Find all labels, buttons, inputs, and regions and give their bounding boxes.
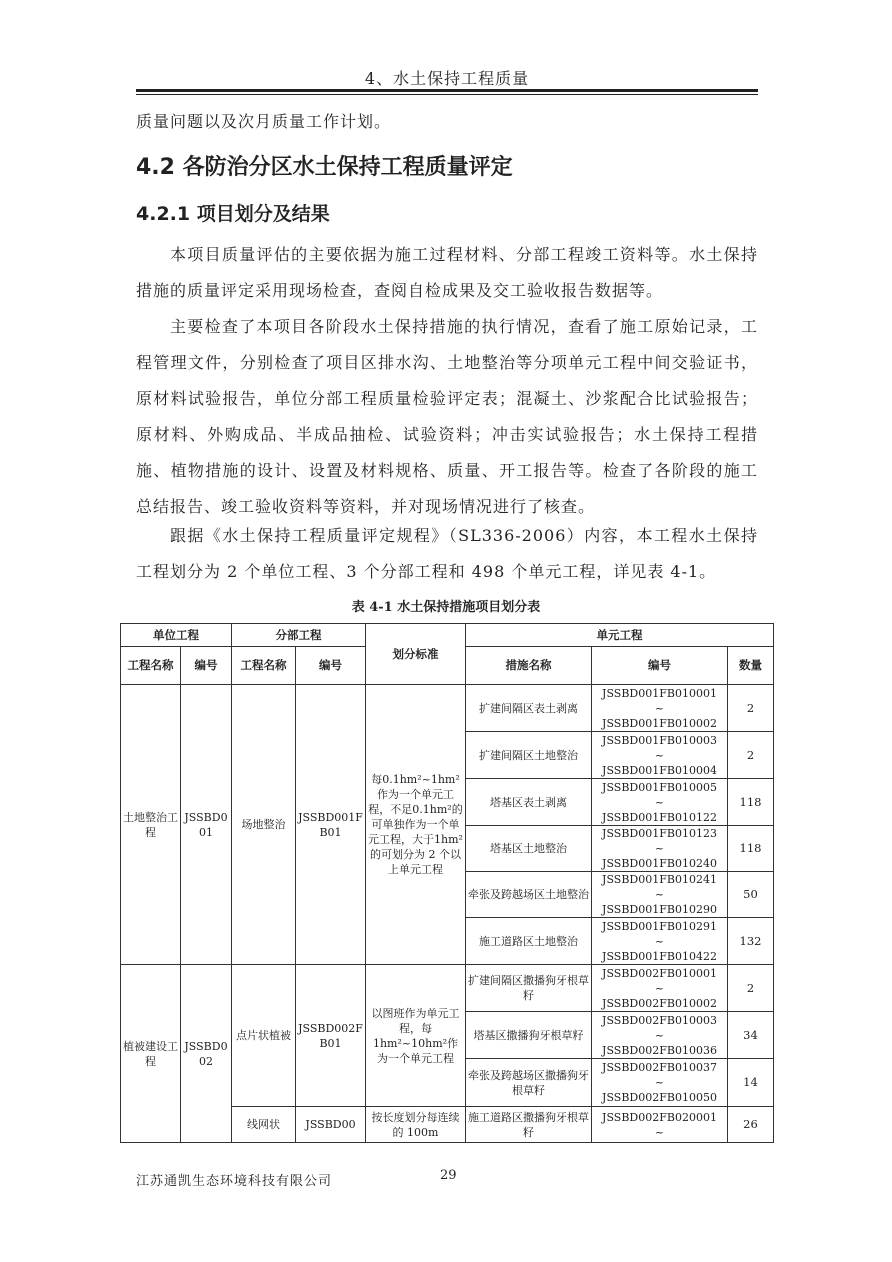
quantity: 118: [728, 779, 774, 826]
running-head: 4、水土保持工程质量: [364, 69, 530, 88]
paragraph-2: 主要检查了本项目各阶段水土保持措施的执行情况，查看了施工原始记录，工程管理文件，分别检查了项目区排水沟、土地整治等分项单元工程中间交验证书，原材料试验报告，单位分部工程质量检验评定表；混凝土、沙浆配合比试验报告；原材料、外购成品、半成品抽检、试验资料；冲击实试验报告；水土保持工程措施、植物措施的设计、设置及材料规格、质量、开工报告等。检查了各阶段的施工总结报告、竣工验收资料等资料，并对现场情况进行了核查。: [136, 317, 758, 516]
measure-name: 牵张及跨越场区土地整治: [466, 872, 592, 918]
quantity: 34: [728, 1012, 774, 1059]
header-quantity: 数量: [728, 647, 774, 685]
project-division-table: [120, 623, 774, 1143]
measure-name: 施工道路区土地整治: [466, 918, 592, 965]
header-unit-number: 编号: [181, 647, 232, 685]
header-code: 编号: [592, 647, 728, 685]
code-range: JSSBD001FB010291 ~ JSSBD001FB010422: [592, 918, 728, 965]
quantity: 118: [728, 826, 774, 872]
sub-name: 点片状植被: [232, 965, 296, 1107]
sub-code: JSSBD00: [296, 1107, 366, 1143]
criteria: 以图班作为单元工程，每1hm²~10hm²作为一个单元工程: [366, 965, 466, 1107]
measure-name: 扩建间隔区表土剥离: [466, 685, 592, 732]
table-row: [121, 965, 774, 1012]
unit-name: 植被建设工程: [121, 965, 181, 1143]
header-sub-name: 工程名称: [232, 647, 296, 685]
quantity: 50: [728, 872, 774, 918]
header-element-project: 单元工程: [466, 624, 774, 647]
page-number: 29: [440, 1168, 457, 1183]
unit-name: 土地整治工程: [121, 685, 181, 965]
table-caption: 表 4-1 水土保持措施项目划分表: [351, 600, 541, 615]
code-range: JSSBD001FB010005 ~ JSSBD001FB010122: [592, 779, 728, 826]
header-rule-thick: [136, 89, 758, 92]
table-row: [121, 685, 774, 732]
measure-name: 扩建间隔区撒播狗牙根草籽: [466, 965, 592, 1012]
quantity: 26: [728, 1107, 774, 1143]
header-criteria: 划分标准: [366, 624, 466, 685]
section-title: 4.2 各防治分区水土保持工程质量评定: [136, 155, 513, 180]
paragraph-1: 本项目质量评估的主要依据为施工过程材料、分部工程竣工资料等。水土保持措施的质量评定采用现场检查，查阅自检成果及交工验收报告数据等。: [136, 245, 758, 300]
measure-name: 施工道路区撒播狗牙根草籽: [466, 1107, 592, 1143]
sub-name: 场地整治: [232, 685, 296, 965]
sub-code: JSSBD002FB01: [296, 965, 366, 1107]
intro-line: 质量问题以及次月质量工作计划。: [136, 112, 392, 131]
code-range: JSSBD002FB010037 ~ JSSBD002FB010050: [592, 1059, 728, 1107]
header-sub-project: 分部工程: [232, 624, 366, 647]
measure-name: 牵张及跨越场区撒播狗牙根草籽: [466, 1059, 592, 1107]
header-sub-number: 编号: [296, 647, 366, 685]
header-rule-thin: [136, 94, 758, 95]
code-range: JSSBD001FB010001 ~ JSSBD001FB010002: [592, 685, 728, 732]
code-range: JSSBD002FB020001 ~: [592, 1107, 728, 1143]
quantity: 2: [728, 965, 774, 1012]
measure-name: 塔基区撒播狗牙根草籽: [466, 1012, 592, 1059]
code-range: JSSBD001FB010003 ~ JSSBD001FB010004: [592, 732, 728, 779]
code-range: JSSBD001FB010241 ~ JSSBD001FB010290: [592, 872, 728, 918]
unit-code: JSSBD001: [181, 685, 232, 965]
criteria: 每0.1hm²~1hm²作为一个单元工程，不足0.1hm²的可单独作为一个单元工程，大于1hm²的可划分为 2 个以上单元工程: [366, 685, 466, 965]
measure-name: 扩建间隔区土地整治: [466, 732, 592, 779]
measure-name: 塔基区土地整治: [466, 826, 592, 872]
measure-name: 塔基区表土剥离: [466, 779, 592, 826]
code-range: JSSBD001FB010123 ~ JSSBD001FB010240: [592, 826, 728, 872]
quantity: 2: [728, 685, 774, 732]
header-unit-project: 单位工程: [121, 624, 232, 647]
sub-code: JSSBD001FB01: [296, 685, 366, 965]
code-range: JSSBD002FB010003 ~ JSSBD002FB010036: [592, 1012, 728, 1059]
quantity: 132: [728, 918, 774, 965]
quantity: 2: [728, 732, 774, 779]
criteria: 按长度划分每连续的 100m: [366, 1107, 466, 1143]
header-measure-name: 措施名称: [466, 647, 592, 685]
code-range: JSSBD002FB010001 ~ JSSBD002FB010002: [592, 965, 728, 1012]
quantity: 14: [728, 1059, 774, 1107]
footer-company: 江苏通凯生态环境科技有限公司: [136, 1174, 333, 1189]
sub-name: 线网状: [232, 1107, 296, 1143]
unit-code: JSSBD002: [181, 965, 232, 1143]
paragraph-3: 跟据《水土保持工程质量评定规程》（SL336-2006）内容，本工程水土保持工程划分为 2 个单位工程、3 个分部工程和 498 个单元工程，详见表 4-1。: [136, 526, 758, 581]
subsection-title: 4.2.1 项目划分及结果: [136, 203, 330, 225]
header-unit-name: 工程名称: [121, 647, 181, 685]
